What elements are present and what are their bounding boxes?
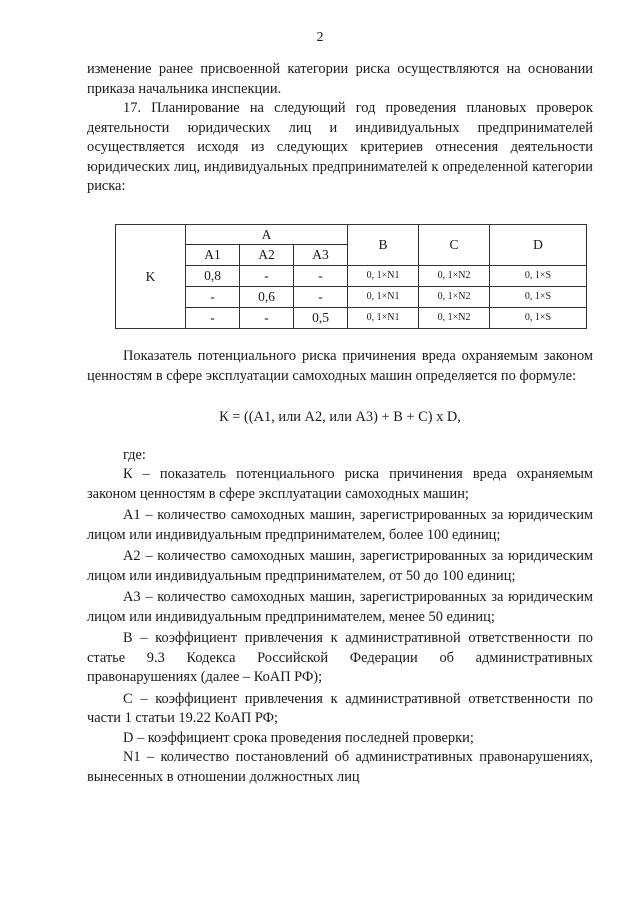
header-d: D	[490, 224, 587, 266]
document-body	[87, 60, 593, 787]
header-c: C	[419, 224, 490, 266]
table-header-row	[116, 224, 587, 245]
paragraph-continuation: изменение ранее присвоенной категории риска осуществляются на основании приказа начальника инспекции.	[87, 61, 593, 97]
cell-c: 0, 1×N2	[419, 266, 490, 287]
definition-k: К – показатель потенциального риска причинения вреда охраняемым законом ценностям в сфере эксплуатации самоходных машин;	[87, 466, 593, 502]
cell-d: 0, 1×S	[490, 308, 587, 329]
header-b: B	[348, 224, 419, 266]
cell-b: 0, 1×N1	[348, 287, 419, 308]
cell-b: 0, 1×N1	[348, 266, 419, 287]
risk-criteria-table	[115, 224, 587, 330]
cell-a1: -	[186, 287, 240, 308]
paragraph-item-17: 17. Планирование на следующий год проведения плановых проверок деятельности юридических лиц и индивидуальных предпринимателей осуществляется исходя из следующих критериев отнесения деятельности юридических лиц, индивидуальных предпринимателей к определенной категории риска:	[87, 100, 593, 194]
cell-c: 0, 1×N2	[419, 287, 490, 308]
header-a2: A2	[240, 245, 294, 266]
header-a3: A3	[294, 245, 348, 266]
header-a1: A1	[186, 245, 240, 266]
formula-intro: Показатель потенциального риска причинения вреда охраняемым законом ценностям в сфере эксплуатации самоходных машин определяется по формуле:	[87, 348, 593, 384]
cell-a2: -	[240, 266, 294, 287]
cell-a2: 0,6	[240, 287, 294, 308]
cell-a3: 0,5	[294, 308, 348, 329]
definition-c: С – коэффициент привлечения к административной ответственности по части 1 статьи 19.22 КоАП РФ;	[87, 690, 593, 726]
cell-c: 0, 1×N2	[419, 308, 490, 329]
cell-a1: -	[186, 308, 240, 329]
header-k: K	[116, 224, 186, 329]
definition-a1: А1 – количество самоходных машин, зарегистрированных за юридическим лицом или индивидуальным предпринимателем, более 100 единиц;	[87, 507, 593, 543]
cell-d: 0, 1×S	[490, 266, 587, 287]
definition-a2: А2 – количество самоходных машин, зарегистрированных за юридическим лицом или индивидуальным предпринимателем, от 50 до 100 единиц;	[87, 548, 593, 584]
table-row	[116, 266, 587, 287]
cell-a3: -	[294, 266, 348, 287]
cell-d: 0, 1×S	[490, 287, 587, 308]
definition-n1: N1 – количество постановлений об административных правонарушениях, вынесенных в отношении должностных лиц	[87, 749, 593, 785]
definition-b: В – коэффициент привлечения к административной ответственности по статье 9.3 Кодекса Российской Федерации об административных правонарушениях (далее – КоАП РФ);	[87, 630, 593, 685]
cell-b: 0, 1×N1	[348, 308, 419, 329]
header-group-a: A	[186, 224, 348, 245]
cell-a3: -	[294, 287, 348, 308]
table-row	[116, 287, 587, 308]
cell-a2: -	[240, 308, 294, 329]
where-label: где:	[123, 446, 146, 463]
definition-d: D – коэффициент срока проведения последней проверки;	[123, 729, 474, 746]
table-row	[116, 308, 587, 329]
risk-formula: К = ((А1, или А2, или А3) + В + С) х D,	[219, 409, 461, 425]
page-number: 2	[316, 30, 324, 45]
cell-a1: 0,8	[186, 266, 240, 287]
definition-a3: А3 – количество самоходных машин, зарегистрированных за юридическим лицом или индивидуальным предпринимателем, менее 50 единиц;	[87, 589, 593, 625]
